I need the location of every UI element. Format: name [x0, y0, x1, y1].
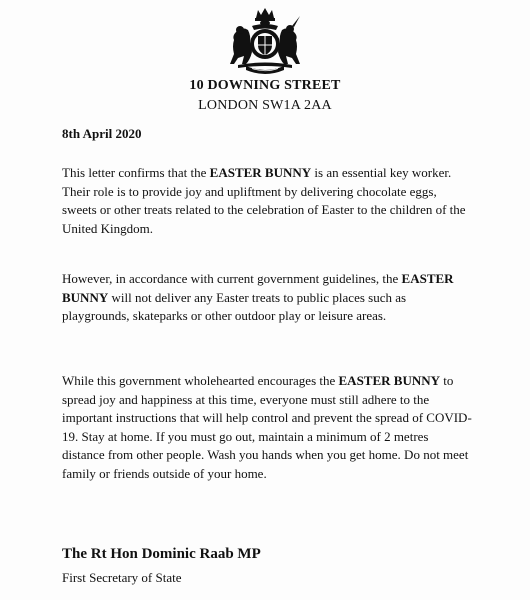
signatory-title: First Secretary of State	[62, 570, 182, 585]
royal-coat-of-arms-icon	[222, 8, 308, 74]
paragraph-1-text-c: is an essential key worker. Their role is to provide joy and upliftment by delivering chocolate eggs, sweets or other treats related to the celebration of Easter to the children of the United Kingdom.	[62, 165, 466, 236]
paragraph-3-text-a: While this government wholehearted encourages the	[62, 373, 339, 388]
paragraph-2-text-a: However, in accordance with current government guidelines, the	[62, 271, 402, 286]
paragraph-2-highlight: EASTER BUNNY	[62, 271, 454, 305]
paragraph-2	[62, 270, 472, 326]
paragraph-3-text-c: to spread joy and happiness at this time, everyone must still adhere to the important instructions that will help control and prevent the spread of COVID-19. Stay at home. If you must go out, maintain a minimum of 2 metres distance from other people. Wash you hands when you get home. Do not meet family or friends outside of your home.	[62, 373, 472, 481]
letter-date: 8th April 2020	[62, 126, 142, 141]
paragraph-3	[62, 372, 472, 483]
address-city-postcode: LONDON SW1A 2AA	[198, 98, 332, 113]
paragraph-1	[62, 164, 472, 238]
paragraph-2-text-c: will not deliver any Easter treats to public places such as playgrounds, skateparks or other outdoor play or leisure areas.	[62, 289, 407, 323]
paragraph-3-highlight: EASTER BUNNY	[338, 373, 441, 388]
address-street: 10 DOWNING STREET	[189, 78, 341, 93]
paragraph-1-text-a: This letter confirms that the	[62, 165, 210, 180]
paragraph-1-highlight: EASTER BUNNY	[209, 165, 312, 180]
signatory-name: The Rt Hon Dominic Raab MP	[62, 546, 261, 562]
